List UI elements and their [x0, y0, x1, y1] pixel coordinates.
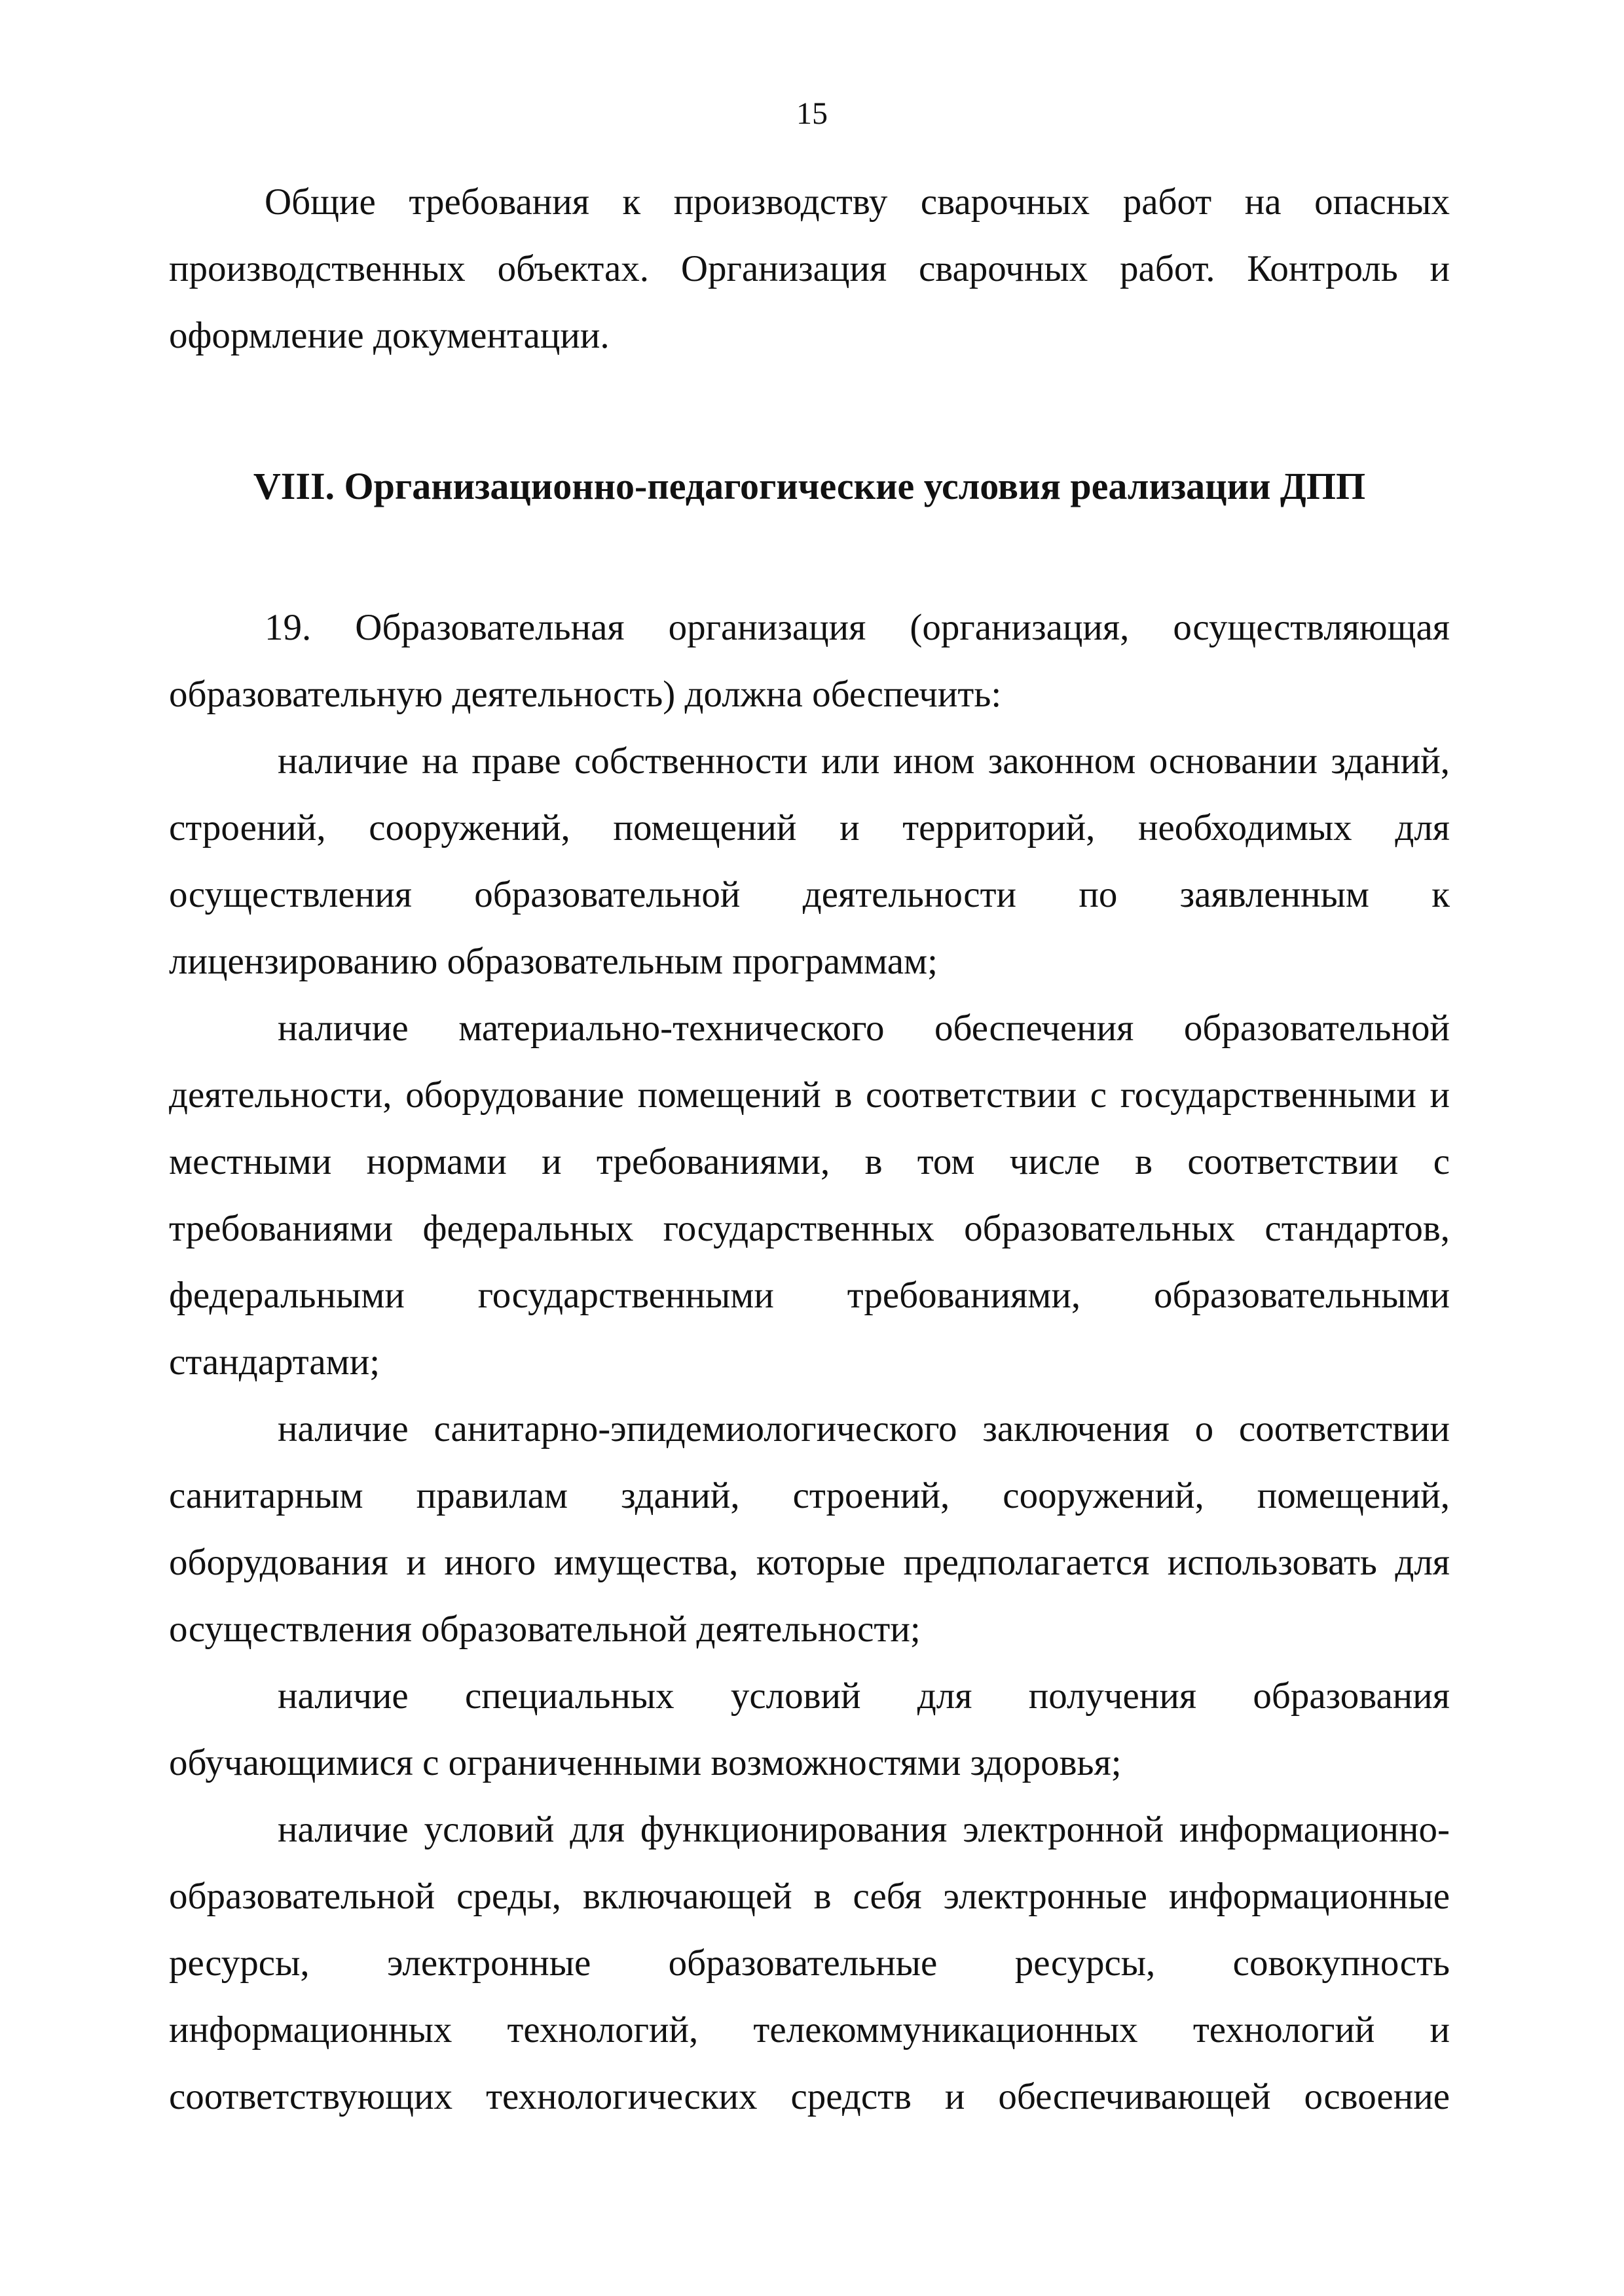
clause-19-item-4: наличие специальных условий для получения образования обучающимися с ограниченными возможностями здоровья;: [169, 1675, 1450, 1783]
spacer: [169, 520, 1450, 594]
clause-19-item-5: наличие условий для функционирования электронной информационно-образовательной среды, включающей в себя электронные информационные ресурсы, электронные образовательные ресурсы, совокупность информационных технологий, телекоммуникационных технологий и соответствующих технологических средств и обеспечивающей освоение: [169, 1809, 1450, 2117]
spacer: [169, 369, 1450, 453]
clause-19-item-2: наличие материально-технического обеспечения образовательной деятельности, оборудование помещений в соответствии с государственными и местными нормами и требованиями, в том числе в соответствии с требованиями федеральных государственных образовательных стандартов, федеральными государственными требованиями, образовательными стандартами;: [169, 1008, 1450, 1383]
document-body: [169, 169, 1450, 2130]
section-heading: VIII. Организационно-педагогические условия реализации ДПП: [253, 465, 1366, 507]
page-number: 15: [796, 96, 828, 131]
intro-paragraph: Общие требования к производству сварочных работ на опасных производственных объектах. Организация сварочных работ. Контроль и оформление документации.: [169, 181, 1450, 356]
clause-19-item-3: наличие санитарно-эпидемиологического заключения о соответствии санитарным правилам зданий, строений, сооружений, помещений, оборудования и иного имущества, которые предполагается использовать для осуществления образовательной деятельности;: [169, 1408, 1450, 1650]
clause-19-item-1: наличие на праве собственности или ином законном основании зданий, строений, сооружений, помещений и территорий, необходимых для осуществления образовательной деятельности по заявленным к лицензированию образовательным программам;: [169, 740, 1450, 982]
clause-19-lead: 19. Образовательная организация (организация, осуществляющая образовательную деятельность) должна обеспечить:: [169, 607, 1450, 715]
